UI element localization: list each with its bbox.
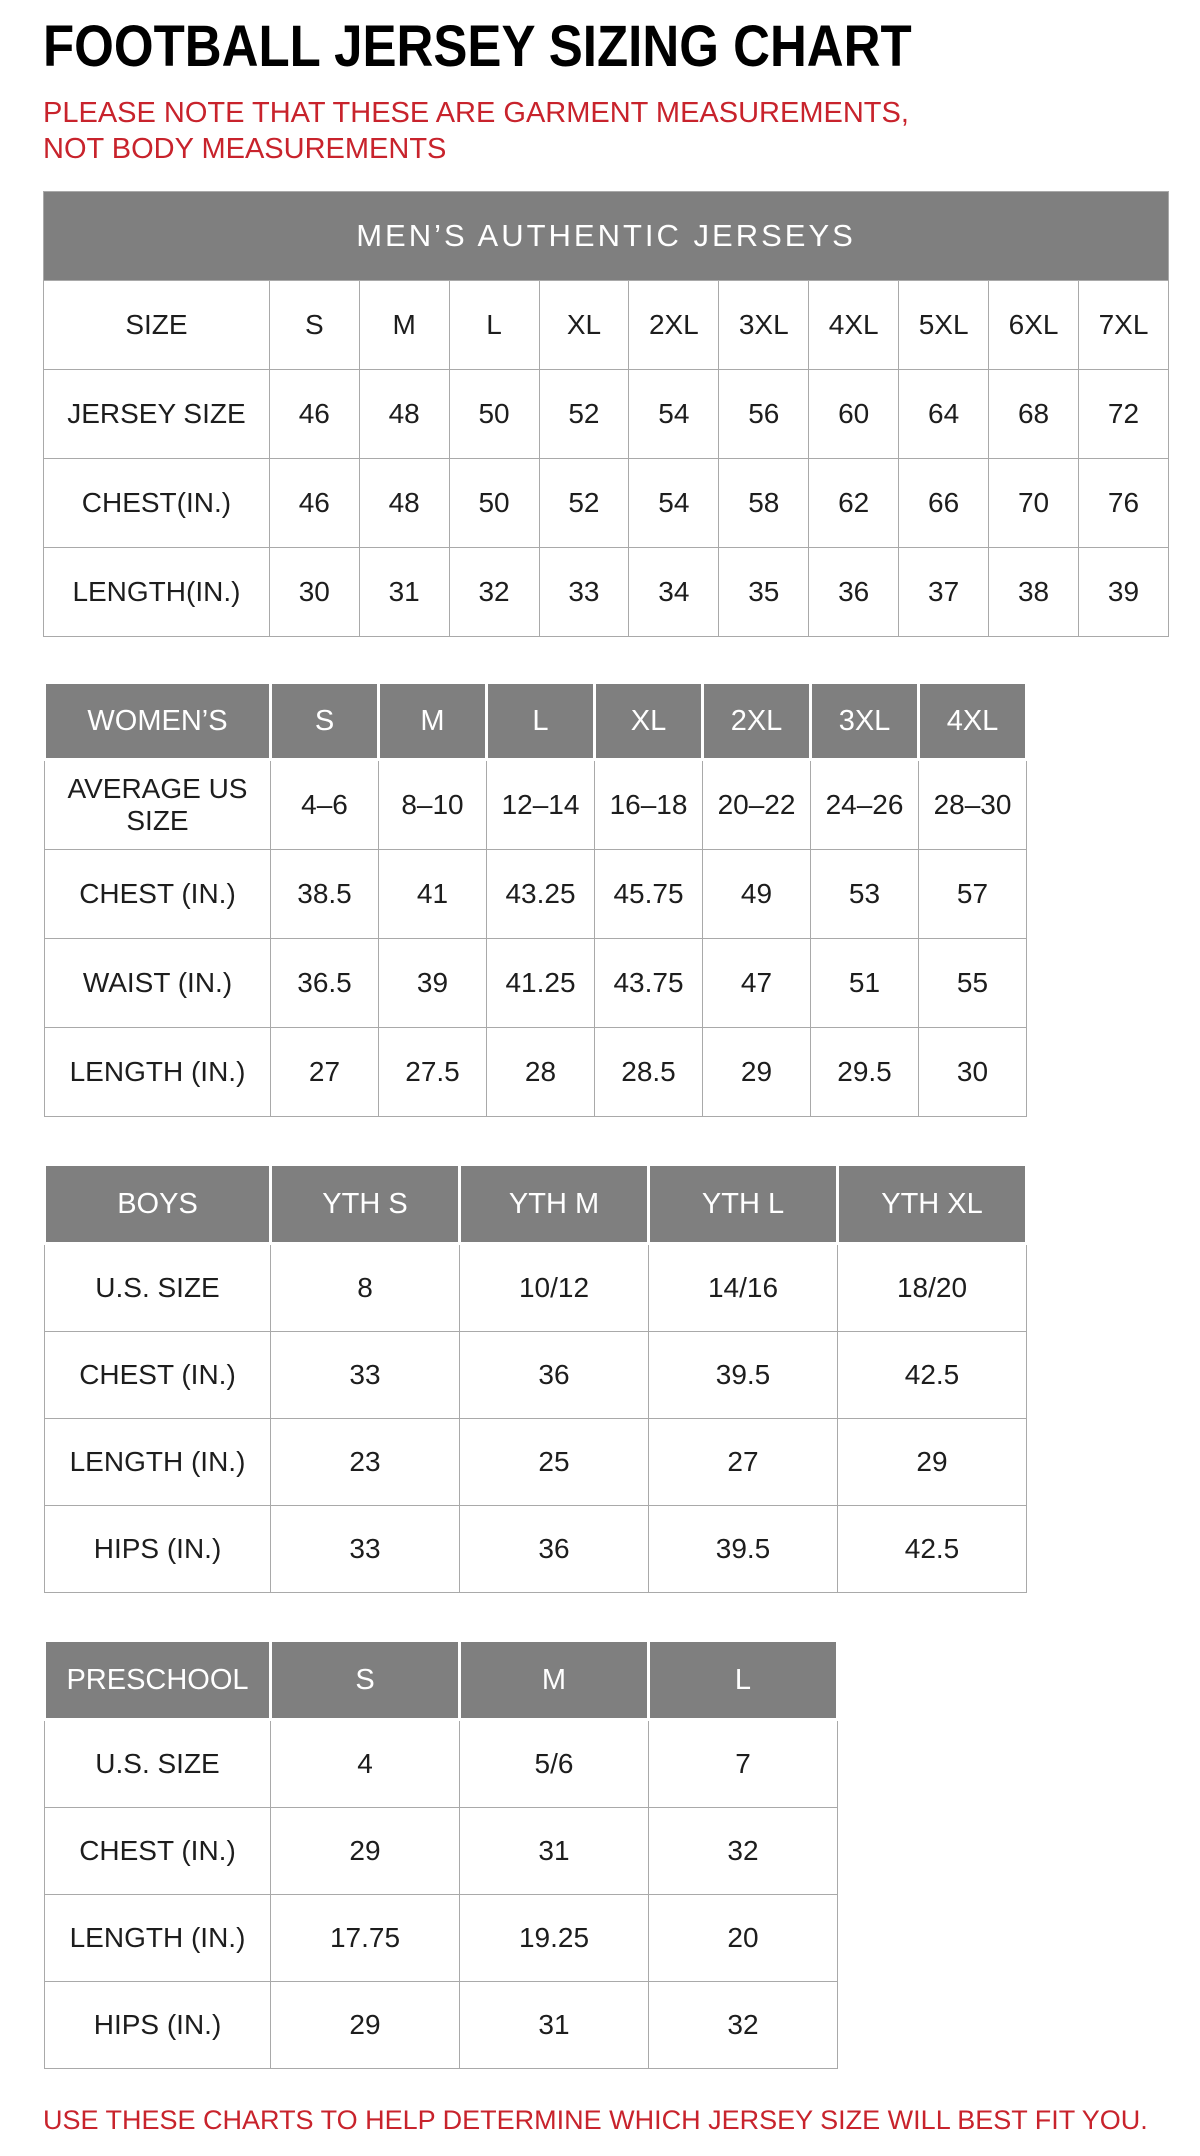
row-label: AVERAGE US SIZE [45, 760, 271, 850]
row-label: LENGTH(IN.) [44, 548, 270, 637]
table-cell: 36 [809, 548, 899, 637]
table-cell: 8–10 [379, 760, 487, 850]
boys-table [43, 1163, 1028, 1593]
table-cell: 33 [271, 1506, 460, 1593]
table-cell: S [269, 281, 359, 370]
row-label: JERSEY SIZE [44, 370, 270, 459]
row-label: CHEST(IN.) [44, 459, 270, 548]
table-row [44, 192, 1169, 281]
table-row [45, 760, 1027, 850]
table-cell: 43.25 [487, 850, 595, 939]
table-cell: 7 [649, 1720, 838, 1808]
table-cell: 76 [1079, 459, 1169, 548]
table-cell: 30 [269, 548, 359, 637]
table-cell: 70 [989, 459, 1079, 548]
table-cell: 30 [919, 1028, 1027, 1117]
table-cell: 28 [487, 1028, 595, 1117]
table-row [45, 1165, 1027, 1244]
table-cell: 50 [449, 370, 539, 459]
table-cell: 33 [271, 1332, 460, 1419]
row-label: LENGTH (IN.) [45, 1895, 271, 1982]
table-cell: 33 [539, 548, 629, 637]
table-cell: 42.5 [838, 1332, 1027, 1419]
preschool-table-title: PRESCHOOL [45, 1641, 271, 1720]
table-cell: 16–18 [595, 760, 703, 850]
table-cell: 42.5 [838, 1506, 1027, 1593]
table-row [44, 548, 1169, 637]
table-cell: 8 [271, 1244, 460, 1332]
garment-measurements-note: PLEASE NOTE THAT THESE ARE GARMENT MEASUREMENTS, NOT BODY MEASUREMENTS [43, 96, 909, 165]
table-row [45, 1506, 1027, 1593]
column-header: S [271, 683, 379, 760]
table-cell: 50 [449, 459, 539, 548]
table-cell: 53 [811, 850, 919, 939]
table-cell: 39.5 [649, 1506, 838, 1593]
table-cell: 48 [359, 370, 449, 459]
table-cell: 38 [989, 548, 1079, 637]
table-cell: 20–22 [703, 760, 811, 850]
row-label: CHEST (IN.) [45, 1332, 271, 1419]
table-row [45, 1808, 838, 1895]
table-cell: 32 [449, 548, 539, 637]
table-cell: 12–14 [487, 760, 595, 850]
table-row [44, 281, 1169, 370]
table-cell: 41.25 [487, 939, 595, 1028]
column-header: M [379, 683, 487, 760]
table-cell: 4 [271, 1720, 460, 1808]
table-cell: 27 [271, 1028, 379, 1117]
row-label: HIPS (IN.) [45, 1982, 271, 2069]
table-cell: 6XL [989, 281, 1079, 370]
table-cell: 19.25 [460, 1895, 649, 1982]
row-label: WAIST (IN.) [45, 939, 271, 1028]
table-cell: 45.75 [595, 850, 703, 939]
table-cell: 47 [703, 939, 811, 1028]
column-header: YTH XL [838, 1165, 1027, 1244]
table-cell: 52 [539, 459, 629, 548]
column-header: XL [595, 683, 703, 760]
footer-note: USE THESE CHARTS TO HELP DETERMINE WHICH JERSEY SIZE WILL BEST FIT YOU. [43, 2105, 1148, 2136]
womens-table-title: WOMEN’S [45, 683, 271, 760]
table-cell: 25 [460, 1419, 649, 1506]
table-cell: 29 [703, 1028, 811, 1117]
table-cell: 24–26 [811, 760, 919, 850]
table-cell: 60 [809, 370, 899, 459]
column-header: YTH S [271, 1165, 460, 1244]
table-cell: 29.5 [811, 1028, 919, 1117]
column-header: 3XL [811, 683, 919, 760]
table-cell: 27.5 [379, 1028, 487, 1117]
column-header: 2XL [703, 683, 811, 760]
table-cell: 57 [919, 850, 1027, 939]
table-cell: XL [539, 281, 629, 370]
row-label: HIPS (IN.) [45, 1506, 271, 1593]
table-row [45, 939, 1027, 1028]
table-cell: 51 [811, 939, 919, 1028]
table-cell: 28–30 [919, 760, 1027, 850]
table-cell: 36.5 [271, 939, 379, 1028]
row-label: SIZE [44, 281, 270, 370]
row-label: LENGTH (IN.) [45, 1028, 271, 1117]
table-cell: 46 [269, 370, 359, 459]
table-cell: 41 [379, 850, 487, 939]
table-cell: 35 [719, 548, 809, 637]
table-cell: 56 [719, 370, 809, 459]
column-header: L [649, 1641, 838, 1720]
mens-table-title: MEN’S AUTHENTIC JERSEYS [44, 192, 1169, 281]
table-cell: 29 [838, 1419, 1027, 1506]
table-cell: 4XL [809, 281, 899, 370]
table-cell: 32 [649, 1982, 838, 2069]
row-label: LENGTH (IN.) [45, 1419, 271, 1506]
table-row [45, 1332, 1027, 1419]
table-cell: 49 [703, 850, 811, 939]
table-cell: 32 [649, 1808, 838, 1895]
table-cell: 27 [649, 1419, 838, 1506]
row-label: CHEST (IN.) [45, 850, 271, 939]
table-cell: 36 [460, 1332, 649, 1419]
table-cell: M [359, 281, 449, 370]
table-cell: 39 [1079, 548, 1169, 637]
table-row [45, 1720, 838, 1808]
table-cell: 2XL [629, 281, 719, 370]
table-cell: 31 [460, 1808, 649, 1895]
table-cell: 23 [271, 1419, 460, 1506]
table-cell: 34 [629, 548, 719, 637]
table-cell: 39 [379, 939, 487, 1028]
table-row [45, 1895, 838, 1982]
table-cell: 31 [359, 548, 449, 637]
mens-table [43, 191, 1169, 637]
column-header: S [271, 1641, 460, 1720]
table-cell: 43.75 [595, 939, 703, 1028]
column-header: L [487, 683, 595, 760]
boys-table-title: BOYS [45, 1165, 271, 1244]
table-cell: 29 [271, 1808, 460, 1895]
table-cell: 7XL [1079, 281, 1169, 370]
table-cell: 72 [1079, 370, 1169, 459]
table-cell: 5XL [899, 281, 989, 370]
preschool-table [43, 1639, 839, 2069]
table-row [45, 1244, 1027, 1332]
table-cell: 52 [539, 370, 629, 459]
table-row [45, 1641, 838, 1720]
table-cell: 14/16 [649, 1244, 838, 1332]
row-label: U.S. SIZE [45, 1244, 271, 1332]
table-cell: 28.5 [595, 1028, 703, 1117]
table-cell: 4–6 [271, 760, 379, 850]
column-header: M [460, 1641, 649, 1720]
table-cell: 58 [719, 459, 809, 548]
table-cell: 66 [899, 459, 989, 548]
table-row [45, 683, 1027, 760]
table-cell: 37 [899, 548, 989, 637]
column-header: YTH M [460, 1165, 649, 1244]
table-cell: L [449, 281, 539, 370]
table-cell: 17.75 [271, 1895, 460, 1982]
table-cell: 10/12 [460, 1244, 649, 1332]
table-cell: 20 [649, 1895, 838, 1982]
table-row [45, 1028, 1027, 1117]
page-title: FOOTBALL JERSEY SIZING CHART [43, 14, 912, 79]
table-row [45, 1419, 1027, 1506]
womens-table [43, 681, 1028, 1117]
table-cell: 29 [271, 1982, 460, 2069]
table-row [45, 1982, 838, 2069]
column-header: 4XL [919, 683, 1027, 760]
table-cell: 68 [989, 370, 1079, 459]
table-cell: 36 [460, 1506, 649, 1593]
table-cell: 31 [460, 1982, 649, 2069]
table-row [44, 459, 1169, 548]
table-cell: 55 [919, 939, 1027, 1028]
table-cell: 38.5 [271, 850, 379, 939]
table-row [44, 370, 1169, 459]
column-header: YTH L [649, 1165, 838, 1244]
table-cell: 5/6 [460, 1720, 649, 1808]
row-label: U.S. SIZE [45, 1720, 271, 1808]
table-cell: 62 [809, 459, 899, 548]
table-cell: 54 [629, 370, 719, 459]
table-cell: 64 [899, 370, 989, 459]
table-cell: 39.5 [649, 1332, 838, 1419]
table-cell: 46 [269, 459, 359, 548]
table-row [45, 850, 1027, 939]
table-cell: 54 [629, 459, 719, 548]
table-cell: 18/20 [838, 1244, 1027, 1332]
table-cell: 3XL [719, 281, 809, 370]
row-label: CHEST (IN.) [45, 1808, 271, 1895]
table-cell: 48 [359, 459, 449, 548]
